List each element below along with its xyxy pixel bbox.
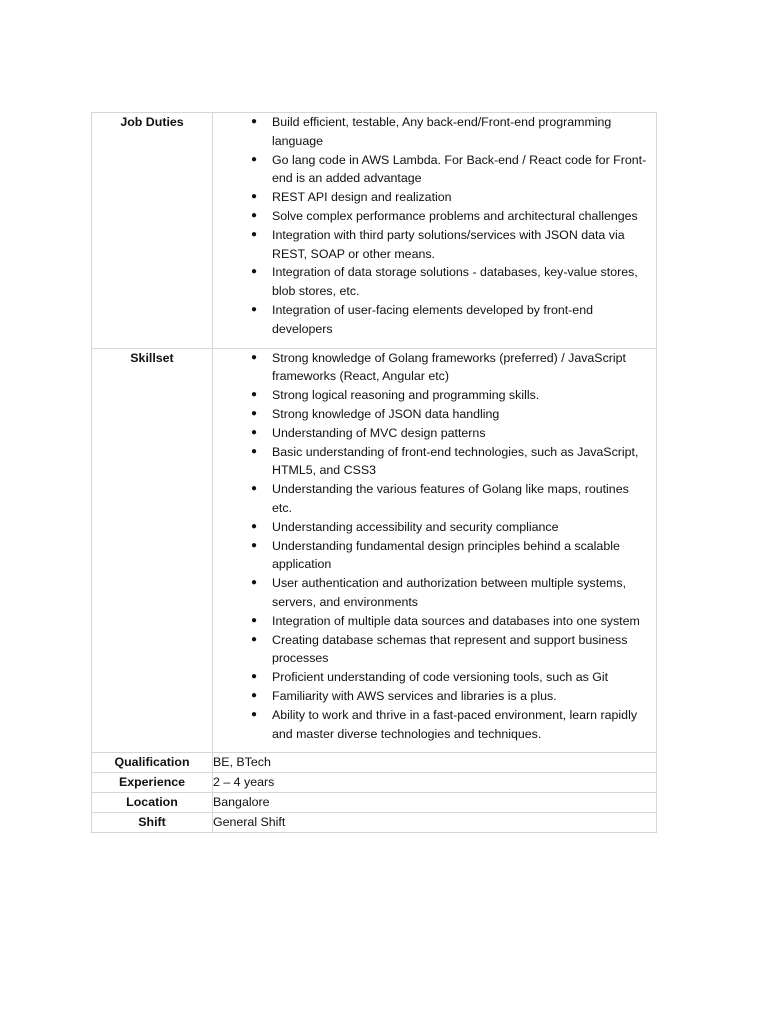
- bullet-icon: ●: [251, 116, 258, 127]
- bullet-icon: ●: [251, 483, 258, 495]
- list-item-text: Understanding of MVC design patterns: [272, 425, 486, 440]
- table-row-job-duties: [92, 113, 657, 349]
- bullet-icon: ●: [251, 520, 258, 532]
- experience-value: 2 – 4 years: [213, 773, 657, 793]
- list-item: [213, 424, 656, 443]
- list-item: [213, 480, 656, 518]
- bullet-icon: ●: [251, 209, 258, 221]
- list-item-text: Familiarity with AWS services and libraries is a plus.: [272, 688, 557, 703]
- list-item-text: Integration of data storage solutions - databases, key-value stores, blob stores, etc.: [272, 265, 638, 299]
- table-row-experience: [92, 773, 657, 793]
- job-details-table: [91, 112, 657, 833]
- shift-label: Shift: [92, 813, 213, 833]
- list-item: [213, 151, 656, 189]
- skillset-label: Skillset: [92, 348, 213, 753]
- skillset-list: [213, 349, 656, 753]
- table-row-qualification: [92, 753, 657, 773]
- list-item-text: Creating database schemas that represent and support business processes: [272, 632, 628, 666]
- list-item-text: Go lang code in AWS Lambda. For Back-end / React code for Front-end is an added advantage: [272, 152, 647, 186]
- location-label: Location: [92, 793, 213, 813]
- bullet-icon: ●: [251, 689, 258, 701]
- bullet-icon: ●: [251, 266, 258, 278]
- table-row-location: [92, 793, 657, 813]
- qualification-label: Qualification: [92, 753, 213, 773]
- bullet-icon: ●: [251, 671, 258, 683]
- list-item: [213, 349, 656, 387]
- list-item: [213, 386, 656, 405]
- bullet-icon: ●: [251, 191, 258, 203]
- experience-label: Experience: [92, 773, 213, 793]
- list-item: [213, 443, 656, 481]
- bullet-icon: ●: [251, 228, 258, 240]
- list-item: [213, 668, 656, 687]
- list-item: [213, 706, 656, 744]
- list-item: [213, 631, 656, 669]
- bullet-icon: ●: [251, 303, 258, 315]
- list-item-text: Integration of multiple data sources and databases into one system: [272, 613, 640, 628]
- list-item-text: Strong knowledge of Golang frameworks (preferred) / JavaScript frameworks (React, Angular etc): [272, 350, 626, 384]
- list-item-text: Integration of user-facing elements developed by front-end developers: [272, 302, 593, 336]
- list-item: [213, 405, 656, 424]
- list-item-text: Proficient understanding of code versioning tools, such as Git: [272, 670, 609, 685]
- list-item-text: Strong knowledge of JSON data handling: [272, 406, 500, 421]
- bullet-icon: ●: [251, 153, 258, 165]
- list-item: [213, 188, 656, 207]
- list-item-text: Understanding fundamental design principles behind a scalable application: [272, 538, 620, 572]
- table-row-skillset: [92, 348, 657, 753]
- list-item-text: Basic understanding of front-end technologies, such as JavaScript, HTML5, and CSS3: [272, 444, 639, 478]
- list-item-text: Build efficient, testable, Any back-end/Front-end programming language: [272, 115, 612, 148]
- bullet-icon: ●: [251, 407, 258, 419]
- list-item: [213, 687, 656, 706]
- list-item-text: User authentication and authorization between multiple systems, servers, and environments: [272, 576, 627, 609]
- list-item-text: Ability to work and thrive in a fast-paced environment, learn rapidly and master diverse technologies and techniques.: [272, 707, 638, 741]
- bullet-icon: ●: [251, 708, 258, 720]
- bullet-icon: ●: [251, 351, 258, 363]
- list-item: [213, 574, 656, 612]
- table-row-shift: [92, 813, 657, 833]
- job-duties-label: Job Duties: [92, 113, 213, 349]
- list-item-text: Integration with third party solutions/services with JSON data via REST, SOAP or other means.: [272, 227, 625, 261]
- bullet-icon: ●: [251, 445, 258, 457]
- list-item: [213, 301, 656, 339]
- location-value: Bangalore: [213, 793, 657, 813]
- bullet-icon: ●: [251, 614, 258, 626]
- list-item: [213, 263, 656, 301]
- list-item: [213, 612, 656, 631]
- list-item: [213, 207, 656, 226]
- bullet-icon: ●: [251, 539, 258, 551]
- list-item: [213, 518, 656, 537]
- list-item-text: Understanding accessibility and security compliance: [272, 519, 559, 534]
- shift-value: General Shift: [213, 813, 657, 833]
- list-item-text: Strong logical reasoning and programming skills.: [272, 388, 540, 403]
- list-item-text: REST API design and realization: [272, 190, 452, 205]
- bullet-icon: ●: [251, 577, 258, 589]
- bullet-icon: ●: [251, 633, 258, 645]
- list-item: [213, 226, 656, 264]
- list-item: [213, 113, 656, 151]
- list-item-text: Solve complex performance problems and architectural challenges: [272, 208, 638, 223]
- job-duties-list: [213, 113, 656, 348]
- bullet-icon: ●: [251, 426, 258, 438]
- list-item-text: Understanding the various features of Golang like maps, routines etc.: [272, 482, 629, 515]
- bullet-icon: ●: [251, 389, 258, 401]
- list-item: [213, 537, 656, 575]
- qualification-value: BE, BTech: [213, 753, 657, 773]
